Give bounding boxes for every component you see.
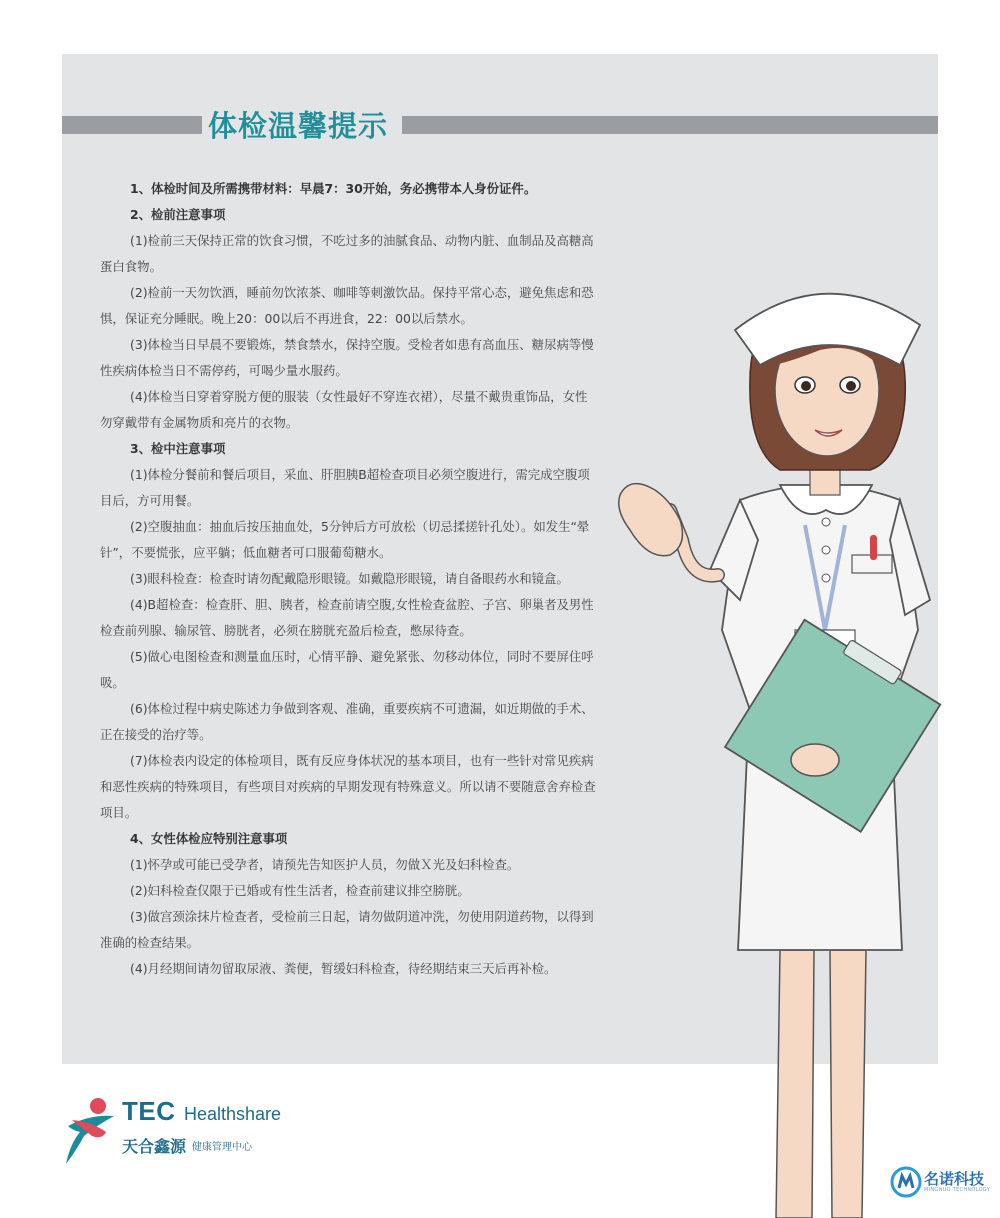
tips-content bbox=[100, 176, 596, 982]
tip-paragraph: (2)妇科检查仅限于已婚或有性生活者，检查前建议排空膀胱。 bbox=[130, 883, 470, 898]
logo-chinese-name: 天合鑫源 bbox=[122, 1137, 187, 1156]
tec-healthshare-logo bbox=[62, 1092, 302, 1172]
section-heading: 4、女性体检应特别注意事项 bbox=[130, 831, 288, 846]
tip-paragraph: (4)B超检查：检查肝、胆、胰者，检查前请空腹,女性检查盆腔、子宫、卵巢者及男性检查前列腺、输尿管、膀胱者，必须在膀胱充盈后检查，憋尿待查。 bbox=[100, 597, 594, 638]
title-bar-right bbox=[402, 116, 938, 134]
logo-subtitle: 健康管理中心 bbox=[192, 1142, 252, 1153]
tip-paragraph: (5)做心电图检查和测量血压时，心情平静、避免紧张、勿移动体位，同时不要屏住呼吸。 bbox=[100, 649, 594, 690]
tip-paragraph: (4)体检当日穿着穿脱方便的服装（女性最好不穿连衣裙），尽量不戴贵重饰品，女性勿穿戴带有金属物质和亮片的衣物。 bbox=[100, 389, 588, 430]
watermark-text: 名诺科技 bbox=[924, 1170, 985, 1188]
tip-paragraph: (1)检前三天保持正常的饮食习惯，不吃过多的油腻食品、动物内脏、血制品及高糖高蛋白食物。 bbox=[100, 233, 594, 274]
tip-paragraph: (6)体检过程中病史陈述力争做到客观、准确，重要疾病不可遗漏，如近期做的手术、正在接受的治疗等。 bbox=[100, 701, 594, 742]
watermark bbox=[890, 1166, 995, 1200]
tip-paragraph: (3)眼科检查：检查时请勿配戴隐形眼镜。如戴隐形眼镜，请自备眼药水和镜盒。 bbox=[130, 571, 569, 586]
logo-tec-text: TEC bbox=[122, 1096, 176, 1126]
nurse-illustration bbox=[600, 270, 960, 1218]
section-heading: 2、检前注意事项 bbox=[130, 207, 226, 222]
tip-paragraph: (3)做宫颈涂抹片检查者，受检前三日起，请勿做阴道冲洗，勿使用阴道药物，以得到准确的检查结果。 bbox=[100, 909, 594, 950]
tip-paragraph: (7)体检表内设定的体检项目，既有反应身体状况的基本项目，也有一些针对常见疾病和恶性疾病的特殊项目，有些项目对疾病的早期发现有特殊意义。所以请不要随意舍弃检查项目。 bbox=[100, 753, 596, 820]
tip-paragraph: (2)空腹抽血：抽血后按压抽血处，5分钟后方可放松（切忌揉搓针孔处）。如发生“晕针”，不要慌张，应平躺；低血糖者可口服葡萄糖水。 bbox=[100, 519, 590, 560]
tip-paragraph: (1)体检分餐前和餐后项目，采血、肝胆胰B超检查项目必须空腹进行，需完成空腹项目后，方可用餐。 bbox=[100, 467, 590, 508]
page-title: 体检温馨提示 bbox=[208, 109, 389, 143]
tip-paragraph: (4)月经期间请勿留取尿液、粪便，暂缓妇科检查，待经期结束三天后再补检。 bbox=[130, 961, 557, 976]
section-heading: 3、检中注意事项 bbox=[130, 441, 226, 456]
tip-paragraph: (3)体检当日早晨不要锻炼，禁食禁水，保持空腹。受检者如患有高血压、糖尿病等慢性疾病体检当日不需停药，可喝少量水服药。 bbox=[100, 337, 594, 378]
title-bar-left bbox=[62, 116, 202, 134]
watermark-subtext: MINGNUO TECHNOLOGY bbox=[924, 1187, 991, 1193]
logo-healthshare-text: Healthshare bbox=[184, 1104, 282, 1124]
section-heading: 1、体检时间及所需携带材料：早晨7：30开始，务必携带本人身份证件。 bbox=[130, 181, 537, 196]
logo-mark-icon bbox=[62, 1096, 118, 1168]
tip-paragraph: (1)怀孕或可能已受孕者，请预先告知医护人员，勿做Ｘ光及妇科检查。 bbox=[130, 857, 520, 872]
tip-paragraph: (2)检前一天勿饮酒，睡前勿饮浓茶、咖啡等刺激饮品。保持平常心态，避免焦虑和恐惧，保证充分睡眠。晚上20：00以后不再进食，22：00以后禁水。 bbox=[100, 285, 594, 326]
watermark-logo-icon bbox=[890, 1166, 922, 1198]
